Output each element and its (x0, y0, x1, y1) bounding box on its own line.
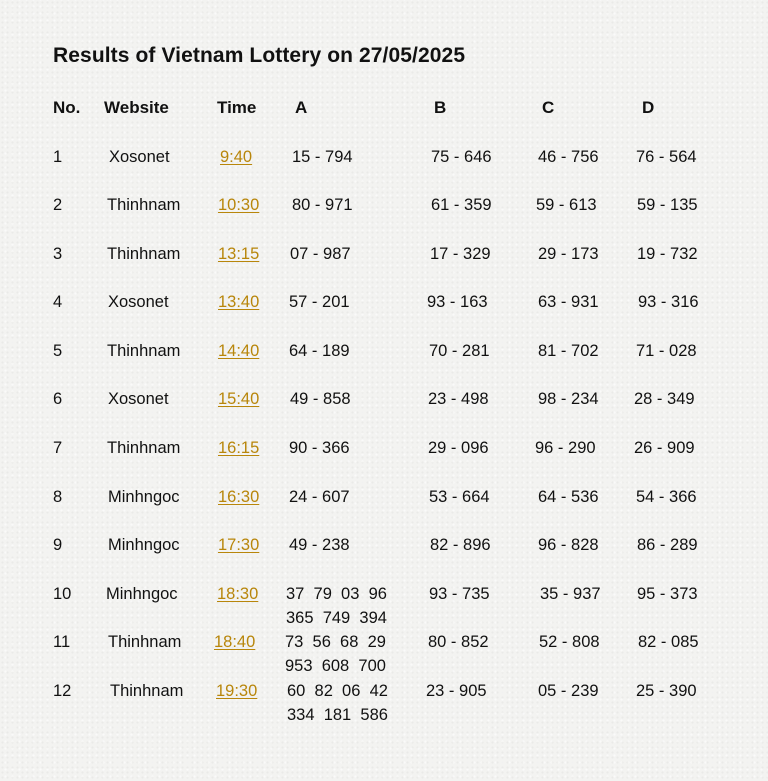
prize-c: 52 - 808 (539, 633, 600, 651)
prize-d: 54 - 366 (636, 488, 697, 506)
row-number: 4 (53, 293, 63, 311)
row-number: 2 (53, 196, 63, 214)
time-link[interactable]: 9:40 (220, 148, 253, 166)
website-name: Minhngoc (108, 536, 180, 554)
row-number: 5 (53, 342, 63, 360)
prize-c: 96 - 290 (535, 439, 596, 457)
website-name: Xosonet (108, 390, 169, 408)
time-link[interactable]: 18:40 (214, 633, 256, 651)
website-name: Thinhnam (110, 682, 184, 700)
prize-a-line1: 73 56 68 29 (285, 633, 386, 651)
prize-a: 49 - 238 (289, 536, 350, 554)
prize-a: 64 - 189 (289, 342, 350, 360)
prize-b: 70 - 281 (429, 342, 490, 360)
prize-a: 24 - 607 (289, 488, 350, 506)
row-number: 12 (53, 682, 72, 700)
website-name: Xosonet (109, 148, 170, 166)
prize-a-line2: 365 749 394 (286, 609, 387, 627)
prize-a: 90 - 366 (289, 439, 350, 457)
row-number: 9 (53, 536, 63, 554)
website-name: Thinhnam (107, 245, 181, 263)
header-no: No. (53, 98, 81, 117)
time-link[interactable]: 16:15 (218, 439, 260, 457)
prize-b: 80 - 852 (428, 633, 489, 651)
prize-c: 98 - 234 (538, 390, 599, 408)
prize-d: 82 - 085 (638, 633, 699, 651)
prize-b: 75 - 646 (431, 148, 492, 166)
prize-d: 95 - 373 (637, 585, 698, 603)
website-name: Thinhnam (107, 342, 181, 360)
website-name: Thinhnam (108, 633, 182, 651)
row-number: 1 (53, 148, 63, 166)
row-number: 6 (53, 390, 63, 408)
prize-a: 80 - 971 (292, 196, 353, 214)
prize-c: 05 - 239 (538, 682, 599, 700)
prize-a-line2: 334 181 586 (287, 706, 388, 724)
prize-b: 17 - 329 (430, 245, 491, 263)
prize-d: 76 - 564 (636, 148, 697, 166)
prize-d: 19 - 732 (637, 245, 698, 263)
prize-c: 81 - 702 (538, 342, 599, 360)
prize-b: 93 - 735 (429, 585, 490, 603)
row-number: 3 (53, 245, 63, 263)
prize-d: 26 - 909 (634, 439, 695, 457)
time-link[interactable]: 13:40 (218, 293, 260, 311)
prize-a-line1: 37 79 03 96 (286, 585, 387, 603)
prize-c: 64 - 536 (538, 488, 599, 506)
header-time: Time (217, 98, 257, 117)
prize-a: 49 - 858 (290, 390, 351, 408)
time-link[interactable]: 14:40 (218, 342, 260, 360)
row-number: 11 (53, 633, 71, 651)
time-link[interactable]: 15:40 (218, 390, 260, 408)
time-link[interactable]: 10:30 (218, 196, 260, 214)
website-name: Thinhnam (107, 196, 181, 214)
prize-b: 23 - 498 (428, 390, 489, 408)
header-c: C (542, 98, 555, 117)
time-link[interactable]: 13:15 (218, 245, 260, 263)
prize-b: 82 - 896 (430, 536, 491, 554)
prize-c: 29 - 173 (538, 245, 599, 263)
prize-b: 53 - 664 (429, 488, 490, 506)
website-name: Xosonet (108, 293, 169, 311)
prize-b: 23 - 905 (426, 682, 487, 700)
website-name: Minhngoc (108, 488, 180, 506)
row-number: 7 (53, 439, 63, 457)
prize-a (285, 630, 386, 678)
time-link[interactable]: 17:30 (218, 536, 260, 554)
prize-a-line1: 60 82 06 42 (287, 682, 388, 700)
prize-c: 63 - 931 (538, 293, 599, 311)
prize-d: 59 - 135 (637, 196, 698, 214)
prize-d: 25 - 390 (636, 682, 697, 700)
time-link[interactable]: 18:30 (217, 585, 259, 603)
prize-c: 46 - 756 (538, 148, 599, 166)
prize-d: 28 - 349 (634, 390, 695, 408)
prize-b: 93 - 163 (427, 293, 488, 311)
time-link[interactable]: 16:30 (218, 488, 260, 506)
website-name: Thinhnam (107, 439, 181, 457)
header-d: D (642, 98, 655, 117)
prize-a: 15 - 794 (292, 148, 353, 166)
row-number: 10 (53, 585, 72, 603)
time-link[interactable]: 19:30 (216, 682, 258, 700)
row-number: 8 (53, 488, 63, 506)
prize-d: 93 - 316 (638, 293, 699, 311)
prize-c: 35 - 937 (540, 585, 601, 603)
prize-b: 61 - 359 (431, 196, 492, 214)
prize-a (286, 582, 387, 630)
header-b: B (434, 98, 447, 117)
prize-a: 07 - 987 (290, 245, 351, 263)
prize-d: 71 - 028 (636, 342, 697, 360)
prize-c: 59 - 613 (536, 196, 597, 214)
website-name: Minhngoc (106, 585, 178, 603)
prize-a-line2: 953 608 700 (285, 657, 386, 675)
header-website: Website (104, 98, 169, 117)
prize-a (287, 679, 388, 727)
page-title: Results of Vietnam Lottery on 27/05/2025 (53, 44, 466, 67)
prize-a: 57 - 201 (289, 293, 350, 311)
prize-b: 29 - 096 (428, 439, 489, 457)
prize-d: 86 - 289 (637, 536, 698, 554)
header-a: A (295, 98, 308, 117)
prize-c: 96 - 828 (538, 536, 599, 554)
